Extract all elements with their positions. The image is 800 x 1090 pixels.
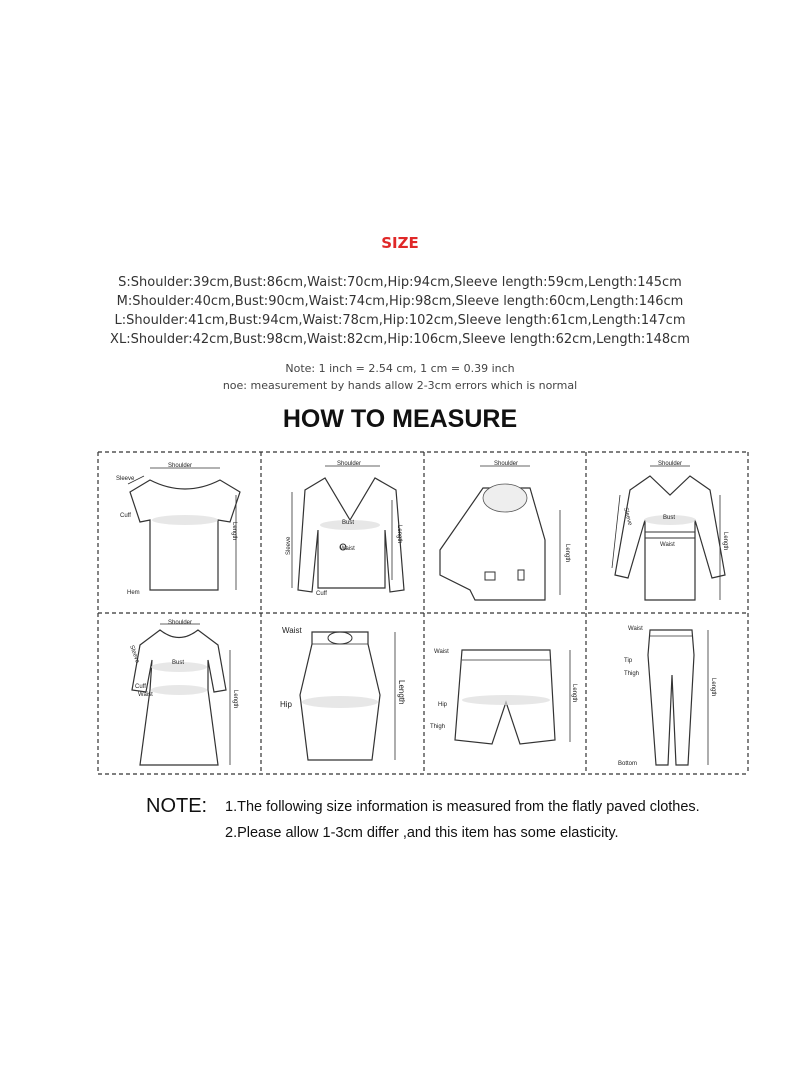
note-label: NOTE: (146, 795, 208, 817)
waist-label: Waist (628, 626, 643, 632)
bust-label: Bust (172, 660, 185, 666)
shoulder-label: Shoulder (168, 620, 193, 626)
size-row-l: L:Shoulder:41cm,Bust:94cm,Waist:78cm,Hip:102cm,Sleeve length:61cm,Length:147cm (114, 313, 686, 328)
cape-coat-diagram (440, 461, 570, 600)
measurement-diagram-grid (0, 440, 800, 785)
waist-label: Waist (282, 626, 302, 635)
shoulder-label: Shoulder (168, 463, 193, 469)
tip-label: Tip (624, 658, 633, 664)
measurement-notes (0, 360, 800, 394)
length-label: Length (397, 680, 406, 705)
length-label: Length (232, 690, 238, 709)
length-label: Length (564, 544, 570, 563)
note-line-2: 2.Please allow 1-3cm differ ,and this item has some elasticity. (225, 825, 619, 841)
conversion-note: Note: 1 inch = 2.54 cm, 1 cm = 0.39 inch (285, 362, 515, 375)
shoulder-label: Shoulder (337, 461, 362, 467)
shoulder-label: Shoulder (658, 461, 683, 467)
waist-label: Waist (434, 649, 449, 655)
sleeve-label: Sleeve (128, 644, 141, 664)
bottom-label: Bottom (618, 761, 638, 767)
hem-label: Hem (127, 590, 140, 596)
waist-label: Waist (138, 692, 153, 698)
length-label: Length (710, 678, 716, 697)
error-note: noe: measurement by hands allow 2-3cm errors which is normal (222, 379, 578, 392)
sleeve-label: Sleeve (286, 536, 292, 555)
cuff-label: Cuff (120, 513, 131, 519)
size-chart (0, 273, 800, 349)
size-row-xl: XL:Shoulder:42cm,Bust:98cm,Waist:82cm,Hip:106cm,Sleeve length:62cm,Length:148cm (110, 332, 690, 347)
length-label: Length (231, 522, 237, 541)
tshirt-diagram (116, 463, 240, 596)
length-label: Length (396, 525, 402, 544)
blazer-diagram (286, 461, 404, 597)
trench-coat-diagram (612, 461, 728, 600)
size-heading: SIZE (381, 234, 419, 252)
size-row-m: M:Shoulder:40cm,Bust:90cm,Waist:74cm,Hip:98cm,Sleeve length:60cm,Length:146cm (116, 294, 684, 309)
hip-label: Hip (280, 700, 293, 709)
sleeve-label: Sleeve (622, 506, 633, 527)
hip-label: Hip (438, 702, 448, 708)
size-row-s: S:Shoulder:39cm,Bust:86cm,Waist:70cm,Hip:94cm,Sleeve length:59cm,Length:145cm (118, 275, 682, 290)
pants-diagram (618, 626, 716, 767)
waist-label: Waist (660, 542, 675, 548)
bust-label: Bust (663, 515, 676, 521)
shorts-diagram (430, 649, 577, 744)
grid-lines (98, 452, 748, 774)
thigh-label: Thigh (624, 671, 640, 677)
shoulder-label: Shoulder (494, 461, 519, 467)
waist-label: Waist (340, 546, 355, 552)
bust-label: Bust (342, 520, 355, 526)
skirt-diagram (280, 626, 406, 760)
dress-diagram (128, 620, 238, 765)
note-line-1: 1.The following size information is measured from the flatly paved clothes. (225, 799, 700, 815)
sleeve-label: Sleeve (116, 476, 135, 482)
cuff-label: Cuff (135, 684, 146, 690)
cuff-label: Cuff (316, 591, 327, 597)
how-to-measure-heading: HOW TO MEASURE (282, 405, 518, 433)
thigh-label: Thigh (430, 724, 446, 730)
length-label: Length (571, 684, 577, 703)
length-label: Length (722, 532, 728, 551)
